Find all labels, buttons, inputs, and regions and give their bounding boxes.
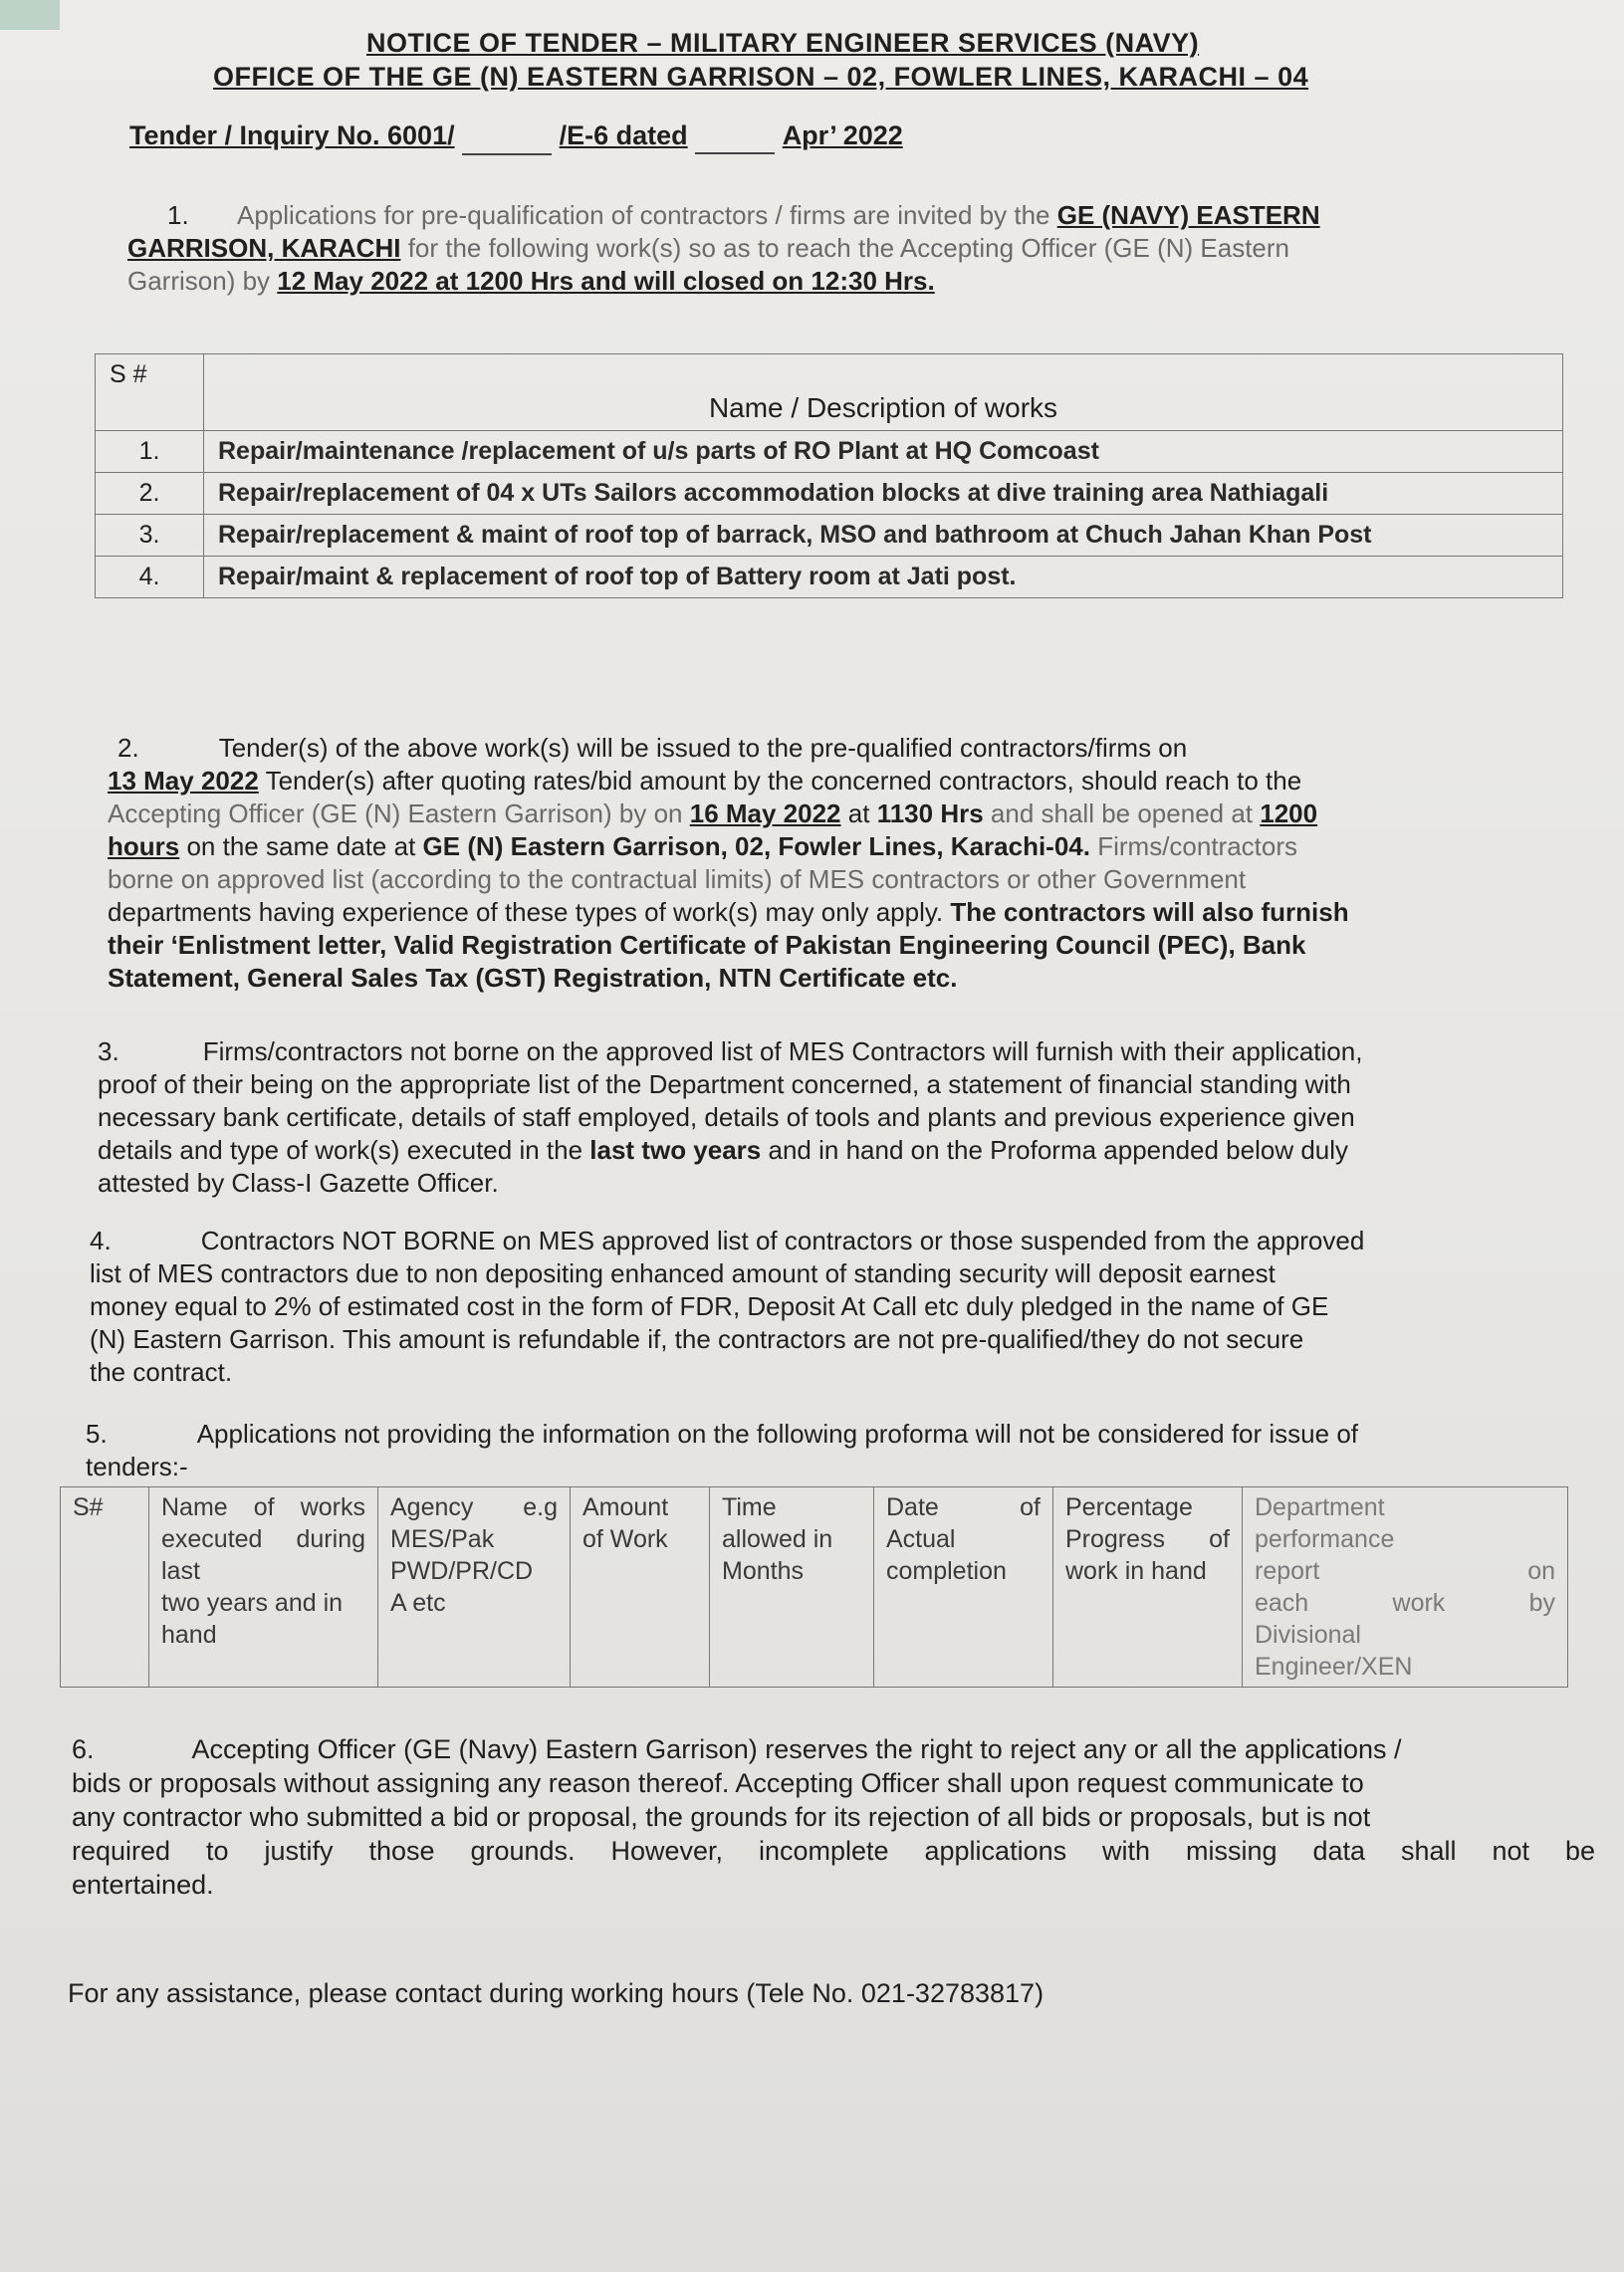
contact-line: For any assistance, please contact during working hours (Tele No. 021-32783817) — [68, 1978, 1044, 2008]
para2-venue: GE (N) Eastern Garrison, 02, Fowler Lines, Karachi-04. — [422, 831, 1090, 861]
para6-line1: Accepting Officer (GE (Navy) Eastern Garrison) reserves the right to reject any or all the applications / — [191, 1734, 1402, 1764]
para6-line2: bids or proposals without assigning any reason thereof. Accepting Officer shall upon request communicate to — [72, 1768, 1364, 1798]
tender-date: Apr’ 2022 — [782, 120, 903, 150]
para1-number: 1. — [167, 200, 189, 230]
table-row — [96, 515, 1563, 557]
para3-number: 3. — [98, 1036, 119, 1066]
para5-line1: Applications not providing the information on the following proforma will not be considered for issue of — [196, 1419, 1359, 1449]
para4-line1: Contractors NOT BORNE on MES approved list of contractors or those suspended from the approved — [200, 1226, 1365, 1255]
para2-number: 2. — [117, 733, 139, 763]
para4-number: 4. — [90, 1226, 112, 1255]
para5-number: 5. — [86, 1419, 108, 1449]
row-desc: Repair/replacement of 04 x UTs Sailors accommodation blocks at dive training area Nathiagali — [204, 473, 1563, 515]
proforma-col-time: Time allowed in Months — [710, 1487, 874, 1688]
proforma-col-name-of-works: Name of works executed during last two years and in hand — [149, 1487, 378, 1688]
para2-line2: Tender(s) after quoting rates/bid amount by the concerned contractors, should reach to the — [265, 766, 1302, 795]
proforma-col-sno: S# — [61, 1487, 149, 1688]
table-row — [96, 557, 1563, 598]
para2-opened: and shall be opened at — [990, 798, 1254, 828]
para1-line3: Garrison) by — [127, 266, 271, 296]
para3-line5: attested by Class-I Gazette Officer. — [98, 1168, 499, 1198]
proforma-table — [60, 1486, 1568, 1688]
para1-garrison: GARRISON, KARACHI — [127, 233, 401, 263]
para3-line4-end: and in hand on the Proforma appended below duly — [768, 1135, 1349, 1165]
tender-prefix: Tender / Inquiry No. 6001/ — [129, 120, 455, 150]
tender-mid: /E-6 dated — [559, 120, 688, 150]
para2-time: 1130 Hrs — [876, 798, 984, 828]
row-sno: 2. — [96, 473, 204, 515]
para2-line5: borne on approved list (according to the contractual limits) of MES contractors or other Government — [108, 864, 1247, 894]
para3-line1: Firms/contractors not borne on the approved list of MES Contractors will furnish with their application, — [202, 1036, 1363, 1066]
para2-due-date: 16 May 2022 — [689, 798, 841, 828]
table-row — [96, 431, 1563, 473]
para2-line8: Statement, General Sales Tax (GST) Registration, NTN Certificate etc. — [108, 963, 958, 993]
para2-issue-date: 13 May 2022 — [108, 766, 259, 795]
para6-line3: any contractor who submitted a bid or proposal, the grounds for its rejection of all bids or proposals, but is not — [72, 1802, 1371, 1832]
para2-line6: departments having experience of these types of work(s) may only apply. — [108, 897, 944, 927]
para2-line1: Tender(s) of the above work(s) will be issued to the pre-qualified contractors/firms on — [218, 733, 1188, 763]
proforma-col-percentage: Percentage Progress of work in hand — [1053, 1487, 1243, 1688]
para1-line1: Applications for pre-qualification of contractors / firms are invited by the — [237, 200, 1050, 230]
para1-line1-bold: GE (NAVY) EASTERN — [1056, 200, 1320, 230]
row-sno: 1. — [96, 431, 204, 473]
para5-line2: tenders:- — [86, 1452, 188, 1481]
para4-line3: money equal to 2% of estimated cost in the form of FDR, Deposit At Call etc duly pledged in the name of GE — [90, 1291, 1329, 1321]
proforma-col-amount: Amount of Work — [571, 1487, 710, 1688]
para2-line3: Accepting Officer (GE (N) Eastern Garrison) by on — [108, 798, 683, 828]
proforma-col-department: Department performance report on each work by Divisional Engineer/XEN — [1243, 1487, 1568, 1688]
para2-line6-bold: The contractors will also furnish — [950, 897, 1349, 927]
works-table — [95, 353, 1563, 598]
para3-line3: necessary bank certificate, details of staff employed, details of tools and plants and previous experience given — [98, 1102, 1355, 1132]
tender-number-line — [129, 119, 903, 155]
para1-deadline: 12 May 2022 at 1200 Hrs and will closed on 12:30 Hrs. — [277, 266, 935, 296]
paragraph-2 — [108, 732, 1561, 995]
table-row — [96, 473, 1563, 515]
para6-line4: required to justify those grounds. However, incomplete applications with missing data shall not be — [72, 1836, 1595, 1866]
notice-title: NOTICE OF TENDER – MILITARY ENGINEER SERVICES (NAVY) — [366, 28, 1200, 58]
para2-open-time: 1200 — [1260, 798, 1318, 828]
para1-line2: for the following work(s) so as to reach the Accepting Officer (GE (N) Eastern — [407, 233, 1290, 263]
row-sno: 3. — [96, 515, 204, 557]
para6-number: 6. — [72, 1734, 95, 1764]
proforma-header-row — [61, 1487, 1568, 1688]
para4-line2: list of MES contractors due to non depositing enhanced amount of standing security will deposit earnest — [90, 1258, 1276, 1288]
works-table-header — [96, 354, 1563, 431]
paragraph-5 — [86, 1418, 1579, 1483]
para3-last-two-years: last two years — [589, 1135, 762, 1165]
col-sno-header: S # — [96, 354, 204, 431]
para3-line4: details and type of work(s) executed in the — [98, 1135, 583, 1165]
tender-no-handwritten-mark — [462, 119, 552, 155]
paragraph-6 — [72, 1732, 1595, 1902]
row-sno: 4. — [96, 557, 204, 598]
para6-line5: entertained. — [72, 1870, 214, 1900]
para2-at: at — [847, 798, 870, 828]
proforma-col-date: Date of Actual completion — [874, 1487, 1053, 1688]
para2-same-date: on the same date at — [186, 831, 416, 861]
para3-line2: proof of their being on the appropriate list of the Department concerned, a statement of financial standing with — [98, 1069, 1351, 1099]
tender-day-handwritten-mark — [695, 119, 775, 154]
paragraph-1 — [127, 199, 1531, 298]
proforma-col-agency: Agency e.g MES/Pak PWD/PR/CD A etc — [378, 1487, 571, 1688]
paragraph-4 — [90, 1225, 1573, 1389]
row-desc: Repair/maintenance /replacement of u/s parts of RO Plant at HQ Comcoast — [204, 431, 1563, 473]
para4-line5: the contract. — [90, 1357, 233, 1387]
paragraph-3 — [98, 1035, 1571, 1200]
para2-firms: Firms/contractors — [1097, 831, 1298, 861]
page-corner — [0, 0, 60, 30]
office-address: OFFICE OF THE GE (N) EASTERN GARRISON – 02, FOWLER LINES, KARACHI – 04 — [213, 62, 1309, 92]
row-desc: Repair/replacement & maint of roof top of barrack, MSO and bathroom at Chuch Jahan Khan Post — [204, 515, 1563, 557]
para2-line7: their ‘Enlistment letter, Valid Registration Certificate of Pakistan Engineering Council (PEC), Bank — [108, 930, 1306, 960]
row-desc: Repair/maint & replacement of roof top of Battery room at Jati post. — [204, 557, 1563, 598]
para4-line4: (N) Eastern Garrison. This amount is refundable if, the contractors are not pre-qualified/they do not secure — [90, 1324, 1304, 1354]
col-name-header: Name / Description of works — [204, 354, 1563, 431]
para2-hours: hours — [108, 831, 180, 861]
